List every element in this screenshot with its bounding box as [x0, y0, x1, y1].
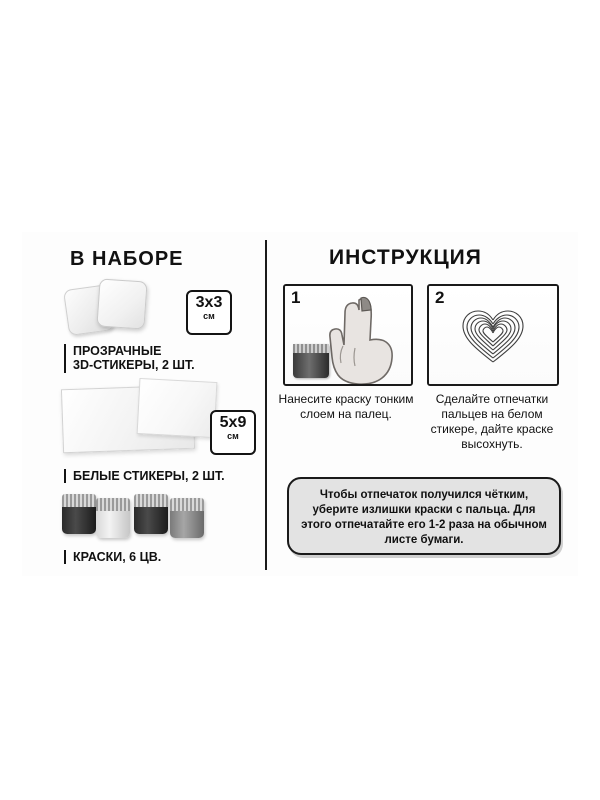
- left-panel-title: В НАБОРЕ: [70, 248, 184, 270]
- paint-jar-body: [96, 511, 130, 538]
- size-badge-5x9-value: 5x9: [219, 414, 247, 431]
- caption-paints: КРАСКИ, 6 ЦВ.: [64, 550, 253, 564]
- step-2-photo: [427, 284, 559, 386]
- right-panel-title: ИНСТРУКЦИЯ: [329, 246, 482, 269]
- transparent-3d-sticker-image-2: [96, 278, 147, 329]
- size-badge-3x3-value: 3x3: [195, 294, 223, 311]
- paint-jar-3: [134, 494, 168, 534]
- paint-jar-body: [170, 511, 204, 538]
- step-1-photo: [283, 284, 413, 386]
- paint-jar-1: [62, 494, 96, 534]
- paint-jar-4: [170, 498, 204, 538]
- caption-white-stickers: БЕЛЫЕ СТИКЕРЫ, 2 ШТ.: [64, 469, 263, 483]
- step-1-text: Нанесите краску тонким слоем на палец.: [278, 392, 414, 421]
- right-panel-instruction: [267, 232, 578, 576]
- paint-jar-body: [62, 507, 96, 534]
- paint-jar-body: [134, 507, 168, 534]
- paint-jar-lid-icon: [134, 494, 168, 508]
- fingerprint-heart-icon: [429, 286, 557, 384]
- step-2-text: Сделайте отпечатки пальцев на белом стикере, дайте краске высохнуть.: [430, 392, 554, 451]
- step-2-number: 2: [435, 288, 445, 307]
- step-1-number: 1: [291, 288, 301, 307]
- size-badge-5x9: [210, 410, 256, 455]
- size-badge-3x3: [186, 290, 232, 335]
- caption-3d-line-2: 3D-СТИКЕРЫ, 2 ШТ.: [73, 358, 195, 373]
- caption-transparent-3d-stickers: [64, 344, 253, 373]
- paint-jar-lid-icon: [96, 498, 130, 512]
- paint-jar-lid-icon: [170, 498, 204, 512]
- paint-jar-lid-icon: [62, 494, 96, 508]
- open-paint-jar-photo: [293, 344, 329, 378]
- tip-text: Чтобы отпечаток получился чётким, уберите излишки краски с пальца. Для этого отпечатайте его 1-2 раза на обычном листе бумаги.: [301, 489, 547, 546]
- left-panel-in-set: [22, 232, 265, 576]
- size-badge-5x9-unit: см: [227, 430, 239, 441]
- caption-3d-line-1: ПРОЗРАЧНЫЕ: [73, 344, 162, 358]
- paint-jar-2: [96, 498, 130, 538]
- white-sticker-image-2: [137, 378, 218, 438]
- instruction-card: [22, 232, 578, 576]
- tip-callout-box: [287, 477, 561, 555]
- size-badge-3x3-unit: см: [203, 310, 215, 321]
